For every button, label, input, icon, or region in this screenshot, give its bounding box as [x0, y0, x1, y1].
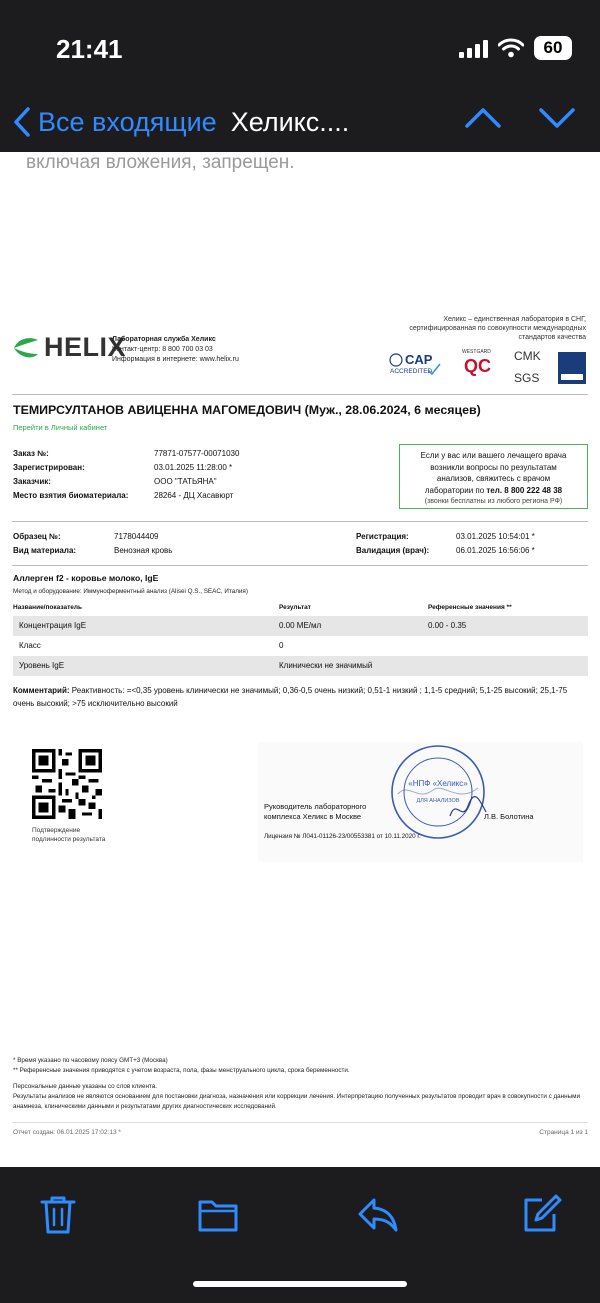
lab-website: Информация в интернете: www.helix.ru: [112, 356, 239, 363]
order-values: [154, 447, 239, 503]
trash-icon[interactable]: [36, 1192, 80, 1236]
comment-label: Комментарий:: [13, 686, 70, 695]
sample-labels: [13, 530, 76, 558]
collection-place-value: 28264 - ДЦ Хасавюрт: [154, 491, 234, 500]
results-table-header: [13, 604, 588, 615]
footnote-disclaimer: Результаты анализов не являются основанием для постановки диагноза, назначения или коррекции лечения. Интерпретацию полученных результатов проводит врач в совокупности с данными анамнеза, клиническими данными и результатами других диагностических исследований.: [13, 1093, 581, 1110]
status-bar: [0, 0, 600, 100]
header-result: Результат: [279, 604, 311, 611]
patient-name: ТЕМИРСУЛТАНОВ АВИЦЕННА МАГОМЕДОВИЧ (Муж., 28.06.2024, 6 месяцев): [13, 403, 481, 417]
sgs-text: SGS: [514, 371, 540, 385]
material-value: Венозная кровь: [114, 546, 173, 555]
table-row: [13, 656, 588, 676]
validation-value: 06.01.2025 16:56:06 *: [456, 546, 535, 555]
status-time: 21:41: [56, 34, 123, 64]
westgard-text: WESTGARD: [462, 349, 491, 355]
registration-labels: [356, 530, 429, 558]
email-content[interactable]: [0, 152, 600, 1167]
lab-head-title: [264, 802, 366, 822]
qr-caption: [32, 826, 105, 844]
certification-logos: [388, 346, 588, 386]
row-name: Класс: [19, 641, 41, 650]
previous-message-arrow-icon[interactable]: [464, 104, 502, 132]
sample-values: [114, 530, 172, 558]
cmk-sgs-logo: [514, 349, 541, 385]
qr-code[interactable]: [32, 749, 102, 819]
page-indicator: Страница 1 из 1: [539, 1129, 588, 1136]
registration-label: Регистрация:: [356, 532, 409, 541]
row-result: 0: [279, 641, 284, 650]
qr-caption-line-2: подлинности результата: [32, 836, 106, 843]
contact-phone[interactable]: тел. 8 800 222 48 38: [486, 485, 563, 495]
lab-head-title-line-2: комплекса Хеликс в Москве: [264, 812, 362, 821]
home-indicator[interactable]: [193, 1281, 407, 1287]
row-name: Уровень IgE: [19, 661, 65, 670]
footnote-personal-data: Персональные данные указаны со слов клиента.: [13, 1083, 157, 1090]
analysis-title: Аллерген f2 - коровье молоко, IgE: [13, 573, 159, 583]
nav-title: Хеликс....: [230, 106, 350, 137]
registered-label: Зарегистрирован:: [13, 463, 85, 472]
collection-place-label: Место взятия биоматериала:: [13, 491, 129, 500]
footnote-reference: ** Референсные значения приводятся с учетом возраста, пола, фазы менструального цикла, срока беременности.: [13, 1067, 350, 1074]
lab-name: Лабораторная служба Хеликс: [112, 336, 216, 343]
message-navigation: [464, 104, 576, 132]
header-reference: Референсные значения **: [428, 604, 512, 611]
row-name: Концентрация IgE: [19, 621, 87, 630]
lab-head-name: Л.В. Болотина: [484, 812, 534, 821]
nav-bar: [0, 100, 600, 152]
analysis-method: Метод и оборудование: Иммуноферментный анализ (Alisei Q.S., SEAC, Италия): [13, 588, 248, 595]
lab-head-title-line-1: Руководитель лабораторного: [264, 802, 367, 811]
registration-value: 03.01.2025 10:54:01 *: [456, 532, 535, 541]
report-created: Отчет создан: 06.01.2025 17:02:13 *: [13, 1129, 121, 1136]
lab-info: [112, 335, 239, 365]
compose-icon[interactable]: [520, 1192, 564, 1236]
cellular-signal-icon: [459, 38, 488, 58]
helix-wordmark: HELIX: [44, 332, 127, 362]
doctor-contact-box: [399, 444, 588, 509]
footnotes: [13, 1056, 593, 1112]
lab-stamp: [388, 742, 488, 842]
westgard-qc-logo: [462, 349, 491, 376]
order-labels: [13, 447, 128, 503]
license-number: Лицензия № Л041-01126-23/00553381 от 10.11.2020 г.: [264, 833, 421, 840]
helix-leaf-icon: [12, 336, 40, 360]
row-result: 0.00 МЕ/мл: [279, 621, 322, 630]
cmk-text: CMK: [514, 349, 541, 363]
table-row: [13, 636, 588, 656]
certification-text: Хеликс – единственная лаборатория в СНГ, сертифицированная по совокупности международных стандартов качества: [409, 316, 586, 341]
reply-icon[interactable]: [356, 1192, 400, 1236]
comment: [13, 684, 588, 710]
order-number-label: Заказ №:: [13, 449, 49, 458]
helix-logo: [12, 332, 126, 363]
stamp-subtext: ДЛЯ АНАЛИЗОВ: [416, 798, 460, 804]
back-label[interactable]: Все входящие: [38, 106, 217, 137]
email-text-fragment: включая вложения, запрещен.: [26, 152, 295, 173]
customer-value: ООО "ТАТЬЯНА": [154, 477, 217, 486]
status-icons: [459, 36, 572, 60]
row-reference: 0.00 - 0.35: [428, 621, 467, 630]
validation-label: Валидация (врач):: [356, 546, 430, 555]
comment-text: Реактивность: =<0,35 уровень клинически не значимый; 0,36-0,5 очень низкий; 0,51-1 низкий ; 1,1-5 средний; 5,1-25 высокий; 25,1-75 очень высокий; >75 исключительно высокий: [13, 686, 568, 708]
qr-caption-line-1: Подтверждение: [32, 827, 81, 834]
lab-phone: Контакт-центр: 8 800 700 03 03: [112, 346, 213, 353]
cap-accredited-text: ACCREDITED: [390, 368, 433, 375]
cap-logo: [390, 352, 440, 375]
lab-report-attachment[interactable]: [0, 302, 600, 1157]
contact-line-5: (звонки бесплатны из любого региона РФ): [424, 498, 563, 505]
contact-line-3: анализов, свяжитесь с врачом: [436, 474, 551, 483]
folder-icon[interactable]: [196, 1192, 240, 1236]
wifi-icon: [498, 38, 524, 58]
sample-number-value: 7178044409: [114, 532, 159, 541]
stamp-text: «НПФ «Хеликс»: [408, 779, 468, 788]
contact-line-4-text: лаборатории по: [424, 485, 487, 495]
order-number-value: 77871-07577-00071030: [154, 449, 240, 458]
contact-line-4: [400, 485, 587, 497]
header-name: Название/показатель: [13, 604, 83, 611]
qc-text: QC: [464, 356, 491, 376]
cap-text: CAP: [405, 352, 433, 367]
handwritten-signature: [448, 794, 488, 824]
row-result: Клинически не значимый: [279, 661, 373, 670]
registered-value: 03.01.2025 11:28:00 *: [154, 463, 233, 472]
battery-indicator: 60: [534, 36, 572, 60]
next-message-arrow-icon[interactable]: [538, 104, 576, 132]
footnote-time: * Время указано по часовому поясу GMT+3 (Москва): [13, 1057, 168, 1064]
personal-cabinet-link[interactable]: Перейти в Личный кабинет: [13, 423, 108, 432]
contact-line-1: Если у вас или вашего лечащего врача: [420, 451, 567, 460]
customer-label: Заказчик:: [13, 477, 51, 486]
sample-number-label: Образец №:: [13, 532, 61, 541]
contact-line-2: возникли вопросы по результатам: [430, 462, 557, 472]
table-row: [13, 616, 588, 636]
chevron-left-icon: [12, 106, 32, 138]
material-label: Вид материала:: [13, 546, 77, 555]
registration-values: [456, 530, 535, 558]
back-button[interactable]: [12, 100, 349, 144]
